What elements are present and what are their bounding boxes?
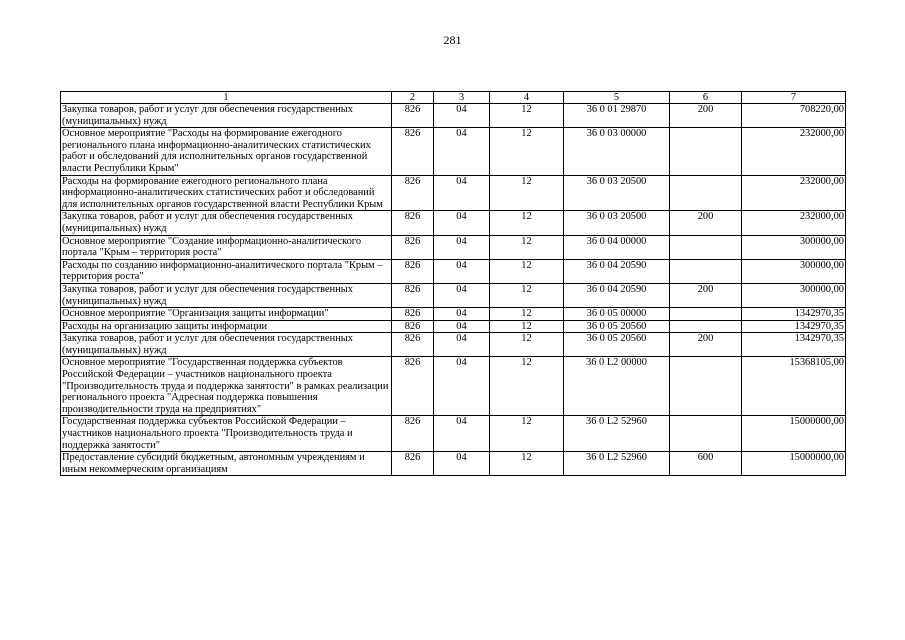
table-body	[61, 104, 846, 476]
table-row	[61, 416, 846, 452]
ministry-code-cell: 826	[392, 259, 434, 283]
expense-type-cell	[670, 308, 742, 321]
section-code-cell: 04	[434, 259, 490, 283]
table-row	[61, 211, 846, 235]
expense-type-cell	[670, 416, 742, 452]
expense-type-cell	[670, 259, 742, 283]
amount-cell: 15000000,00	[742, 452, 846, 476]
row-name-cell: Расходы по созданию информационно-аналитического портала "Крым – территория роста"	[61, 259, 392, 283]
page-number: 281	[443, 33, 462, 47]
budget-table	[60, 91, 846, 476]
target-article-cell: 36 0 L2 52960	[564, 452, 670, 476]
expense-type-cell	[670, 175, 742, 211]
header-row	[61, 92, 846, 104]
ministry-code-cell: 826	[392, 104, 434, 128]
target-article-cell: 36 0 01 29870	[564, 104, 670, 128]
amount-cell: 1342970,35	[742, 308, 846, 321]
ministry-code-cell: 826	[392, 416, 434, 452]
amount-cell: 1342970,35	[742, 320, 846, 333]
row-name-cell: Закупка товаров, работ и услуг для обеспечения государственных (муниципальных) нужд	[61, 211, 392, 235]
row-name-cell: Основное мероприятие "Государственная поддержка субъектов Российской Федерации – участников национального проекта "Производительность труда и поддержка занятости" в рамках реализации регионального проекта "Адресная поддержка повышения производительности труда на предприятиях"	[61, 357, 392, 416]
row-name-cell: Государственная поддержка субъектов Российской Федерации – участников национального проекта "Производительность труда и поддержка занятости"	[61, 416, 392, 452]
subsection-code-cell: 12	[490, 308, 564, 321]
row-name-cell: Предоставление субсидий бюджетным, автономным учреждениям и иным некоммерческим организациям	[61, 452, 392, 476]
row-name-cell: Основное мероприятие "Организация защиты информации"	[61, 308, 392, 321]
subsection-code-cell: 12	[490, 357, 564, 416]
subsection-code-cell: 12	[490, 175, 564, 211]
amount-cell: 232000,00	[742, 175, 846, 211]
section-code-cell: 04	[434, 128, 490, 175]
subsection-code-cell: 12	[490, 259, 564, 283]
ministry-code-cell: 826	[392, 235, 434, 259]
table-row	[61, 259, 846, 283]
target-article-cell: 36 0 04 20590	[564, 283, 670, 307]
col-header-6: 6	[670, 92, 742, 104]
subsection-code-cell: 12	[490, 104, 564, 128]
col-header-1: 1	[61, 92, 392, 104]
subsection-code-cell: 12	[490, 283, 564, 307]
amount-cell: 300000,00	[742, 259, 846, 283]
section-code-cell: 04	[434, 175, 490, 211]
amount-cell: 232000,00	[742, 211, 846, 235]
table-row	[61, 235, 846, 259]
table-row	[61, 357, 846, 416]
table-row	[61, 452, 846, 476]
amount-cell: 708220,00	[742, 104, 846, 128]
section-code-cell: 04	[434, 452, 490, 476]
row-name-cell: Закупка товаров, работ и услуг для обеспечения государственных (муниципальных) нужд	[61, 333, 392, 357]
target-article-cell: 36 0 L2 00000	[564, 357, 670, 416]
ministry-code-cell: 826	[392, 175, 434, 211]
target-article-cell: 36 0 03 20500	[564, 211, 670, 235]
ministry-code-cell: 826	[392, 283, 434, 307]
target-article-cell: 36 0 03 20500	[564, 175, 670, 211]
subsection-code-cell: 12	[490, 320, 564, 333]
target-article-cell: 36 0 04 20590	[564, 259, 670, 283]
table-row	[61, 175, 846, 211]
target-article-cell: 36 0 05 00000	[564, 308, 670, 321]
row-name-cell: Закупка товаров, работ и услуг для обеспечения государственных (муниципальных) нужд	[61, 283, 392, 307]
ministry-code-cell: 826	[392, 333, 434, 357]
target-article-cell: 36 0 L2 52960	[564, 416, 670, 452]
expense-type-cell: 200	[670, 211, 742, 235]
table-row	[61, 128, 846, 175]
target-article-cell: 36 0 05 20560	[564, 333, 670, 357]
section-code-cell: 04	[434, 416, 490, 452]
section-code-cell: 04	[434, 235, 490, 259]
table-row	[61, 308, 846, 321]
section-code-cell: 04	[434, 320, 490, 333]
row-name-cell: Закупка товаров, работ и услуг для обеспечения государственных (муниципальных) нужд	[61, 104, 392, 128]
col-header-2: 2	[392, 92, 434, 104]
col-header-5: 5	[564, 92, 670, 104]
subsection-code-cell: 12	[490, 211, 564, 235]
amount-cell: 300000,00	[742, 235, 846, 259]
ministry-code-cell: 826	[392, 211, 434, 235]
amount-cell: 15000000,00	[742, 416, 846, 452]
col-header-3: 3	[434, 92, 490, 104]
amount-cell: 232000,00	[742, 128, 846, 175]
expense-type-cell: 200	[670, 104, 742, 128]
expense-type-cell: 200	[670, 333, 742, 357]
section-code-cell: 04	[434, 333, 490, 357]
amount-cell: 1342970,35	[742, 333, 846, 357]
row-name-cell: Основное мероприятие "Создание информационно-аналитического портала "Крым – территория роста"	[61, 235, 392, 259]
subsection-code-cell: 12	[490, 416, 564, 452]
ministry-code-cell: 826	[392, 128, 434, 175]
expense-type-cell: 200	[670, 283, 742, 307]
target-article-cell: 36 0 05 20560	[564, 320, 670, 333]
col-header-4: 4	[490, 92, 564, 104]
ministry-code-cell: 826	[392, 357, 434, 416]
ministry-code-cell: 826	[392, 308, 434, 321]
ministry-code-cell: 826	[392, 452, 434, 476]
expense-type-cell	[670, 357, 742, 416]
amount-cell: 15368105,00	[742, 357, 846, 416]
table-row	[61, 104, 846, 128]
col-header-7: 7	[742, 92, 846, 104]
section-code-cell: 04	[434, 104, 490, 128]
amount-cell: 300000,00	[742, 283, 846, 307]
table-row	[61, 283, 846, 307]
subsection-code-cell: 12	[490, 452, 564, 476]
row-name-cell: Расходы на организацию защиты информации	[61, 320, 392, 333]
target-article-cell: 36 0 04 00000	[564, 235, 670, 259]
subsection-code-cell: 12	[490, 128, 564, 175]
section-code-cell: 04	[434, 283, 490, 307]
ministry-code-cell: 826	[392, 320, 434, 333]
section-code-cell: 04	[434, 357, 490, 416]
subsection-code-cell: 12	[490, 235, 564, 259]
table-row	[61, 333, 846, 357]
expense-type-cell	[670, 235, 742, 259]
expense-type-cell	[670, 128, 742, 175]
row-name-cell: Расходы на формирование ежегодного регионального плана информационно-аналитических статистических работ и обследований для исполнительных органов государственной власти Республики Крым	[61, 175, 392, 211]
expense-type-cell	[670, 320, 742, 333]
expense-type-cell: 600	[670, 452, 742, 476]
subsection-code-cell: 12	[490, 333, 564, 357]
row-name-cell: Основное мероприятие "Расходы на формирование ежегодного регионального плана информационно-аналитических статистических работ и обследований для исполнительных органов государственной власти Республики Крым"	[61, 128, 392, 175]
table-row	[61, 320, 846, 333]
section-code-cell: 04	[434, 308, 490, 321]
target-article-cell: 36 0 03 00000	[564, 128, 670, 175]
section-code-cell: 04	[434, 211, 490, 235]
